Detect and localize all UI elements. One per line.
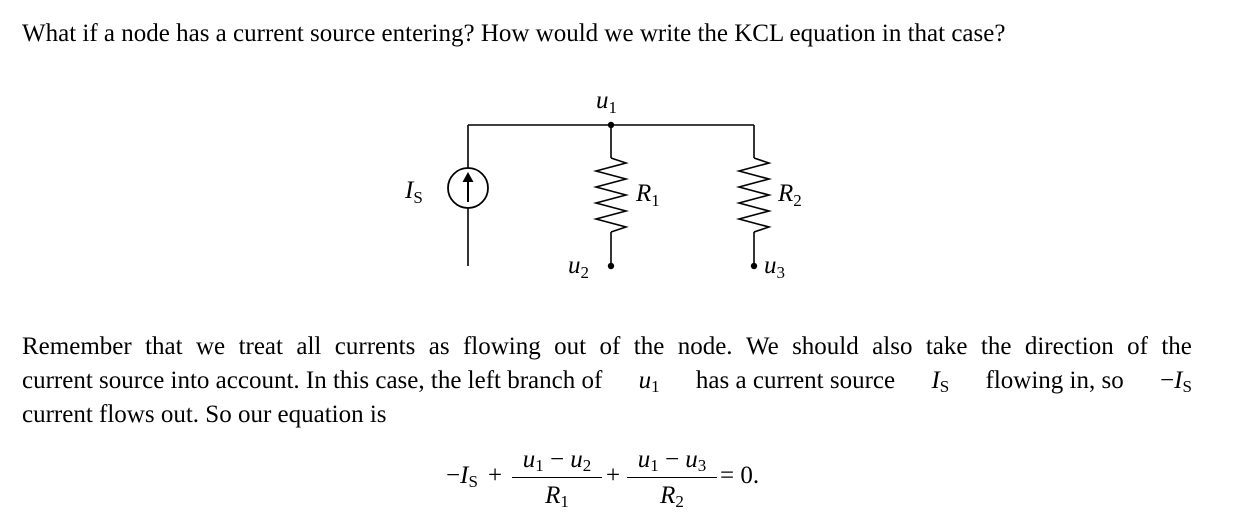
paragraph-word: of bbox=[1127, 333, 1148, 360]
source-arrow-head-icon bbox=[463, 172, 474, 182]
resistor-r2-icon bbox=[739, 158, 769, 232]
resistor-r1-icon bbox=[596, 158, 626, 232]
paragraph-word: all bbox=[296, 333, 322, 360]
inline-neg-is: $-I_S$ bbox=[1160, 367, 1192, 396]
paragraph-line-1 bbox=[22, 330, 1192, 364]
label-r1: $R_1$ bbox=[636, 180, 660, 210]
paragraph-word: Remember bbox=[22, 333, 132, 360]
eq-neg-is: $-I_S$ bbox=[446, 462, 478, 491]
paragraph-word: we bbox=[196, 333, 226, 360]
eq-fraction-2-denominator: $R_2$ bbox=[660, 482, 684, 511]
paragraph-word: node. bbox=[677, 333, 733, 360]
paragraph-word: that bbox=[145, 333, 183, 360]
node-u1-dot bbox=[608, 122, 614, 128]
node-u3-dot bbox=[751, 263, 757, 269]
paragraph-word: also bbox=[872, 333, 913, 360]
paragraph-word: We bbox=[745, 333, 779, 360]
paragraph-word: as bbox=[428, 333, 450, 360]
question-text: What if a node has a current source entering? How would we write the KCL equation in that case? bbox=[22, 20, 1006, 47]
eq-fraction-1 bbox=[512, 444, 602, 512]
kcl-equation bbox=[0, 444, 1248, 514]
paragraph-word: the bbox=[633, 333, 665, 360]
eq-fraction-1-numerator: $u_1 - u_2$ bbox=[522, 446, 592, 475]
paragraph-word: currents bbox=[334, 333, 416, 360]
paragraph-word: should bbox=[792, 333, 859, 360]
paragraph-line-2: current source into account. In this case, the left branch of $u_1$ has a current source $I_S$ flowing in, so $-I_S$ bbox=[22, 364, 1192, 398]
paragraph-line-3: current flows out. So our equation is bbox=[22, 401, 387, 428]
paragraph-word: flowing bbox=[462, 333, 541, 360]
eq-equals-zero: = 0. bbox=[720, 462, 760, 489]
paragraph-word: out bbox=[554, 333, 587, 360]
label-r2: $R_2$ bbox=[778, 180, 802, 210]
label-u1: $u_1$ bbox=[596, 87, 617, 117]
explanation-paragraph bbox=[22, 330, 1192, 432]
inline-u1: $u_1$ bbox=[638, 367, 660, 396]
eq-fraction-2-bar bbox=[627, 477, 717, 478]
paragraph-word: the bbox=[980, 333, 1012, 360]
inline-is: $I_S$ bbox=[931, 367, 950, 396]
eq-fraction-1-denominator: $R_1$ bbox=[545, 482, 569, 511]
paragraph-word: the bbox=[1161, 333, 1192, 360]
label-is: $I_S$ bbox=[405, 177, 423, 207]
eq-fraction-1-bar bbox=[512, 477, 602, 478]
paragraph-word: take bbox=[925, 333, 968, 360]
node-u2-dot bbox=[608, 263, 614, 269]
label-u2: $u_2$ bbox=[568, 252, 589, 282]
paragraph-word: of bbox=[599, 333, 621, 360]
eq-plus-2: + bbox=[606, 462, 621, 489]
eq-fraction-2-numerator: $u_1 - u_3$ bbox=[637, 446, 707, 475]
label-u3: $u_3$ bbox=[764, 252, 785, 282]
eq-plus-1: + bbox=[488, 462, 503, 489]
paragraph-word: direction bbox=[1024, 333, 1114, 360]
paragraph-word: treat bbox=[238, 333, 283, 360]
eq-fraction-2 bbox=[627, 444, 717, 512]
